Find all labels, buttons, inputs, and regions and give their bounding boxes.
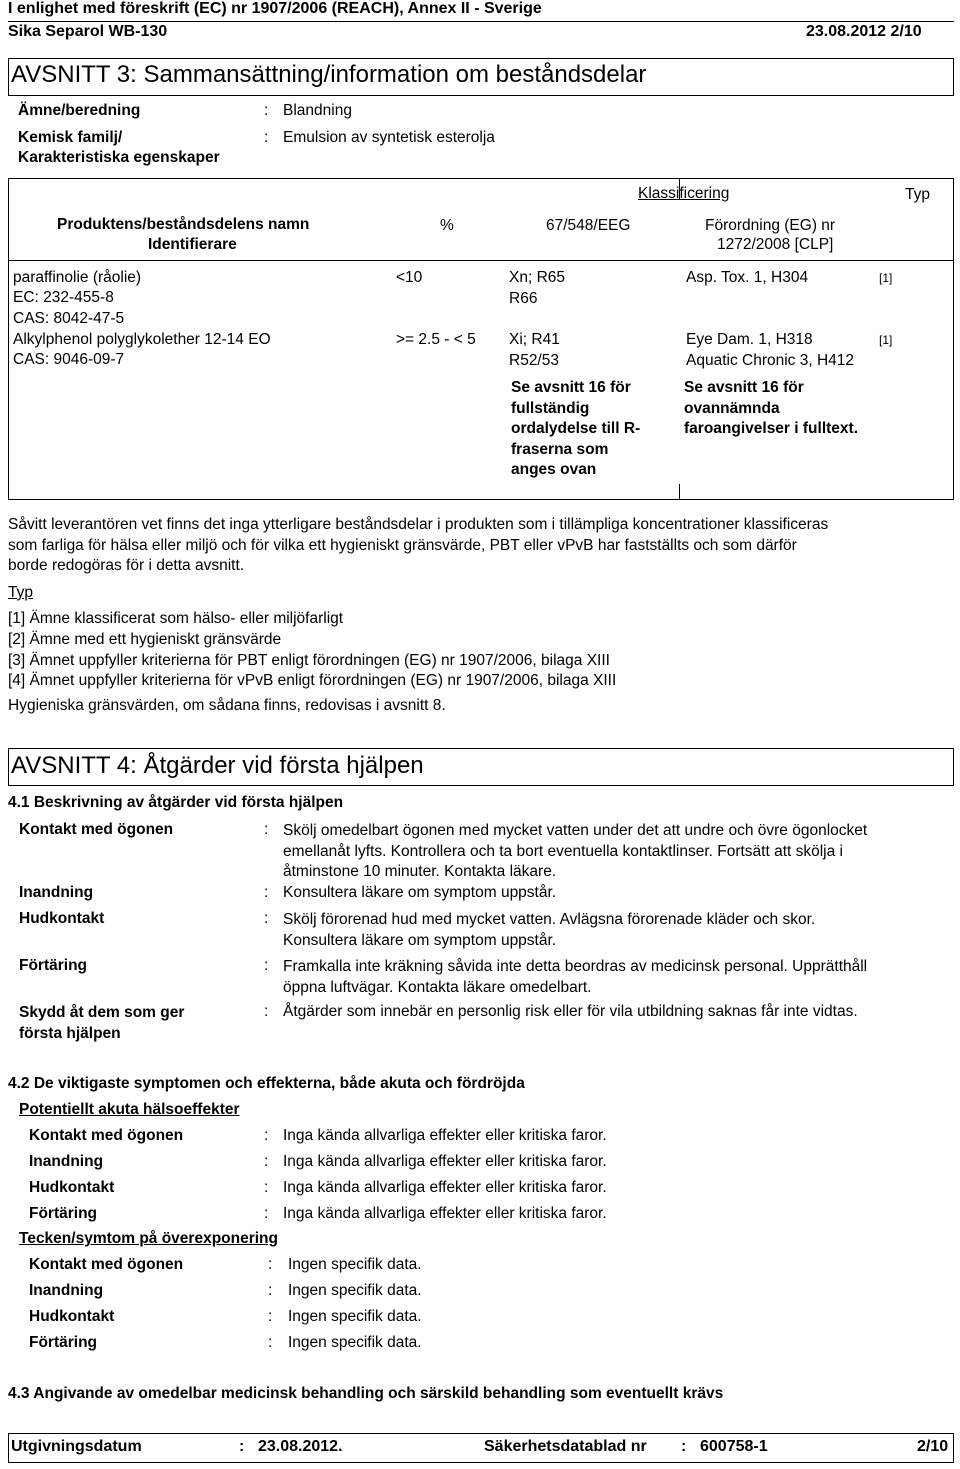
klass-header: Klassificering xyxy=(638,185,730,202)
eec-note-line: anges ovan xyxy=(511,461,597,478)
typ-legend-item: [2] Ämne med ett hygieniskt gränsvärde xyxy=(8,630,282,648)
footer-box xyxy=(8,1433,954,1463)
identifier-header: Identifierare xyxy=(148,236,237,253)
acute-colon: : xyxy=(264,1153,269,1170)
acute-effects-title: Potentiellt akuta hälsoeffekter xyxy=(19,1101,240,1118)
subsection-4-2: 4.2 De viktigaste symptomen och effekterna, både akuta och fördröjda xyxy=(8,1075,525,1092)
acute-label: Hudkontakt xyxy=(29,1179,115,1196)
typ-legend-list xyxy=(8,609,616,692)
family-label-line1: Kemisk familj/ xyxy=(18,129,123,146)
measure-label-first-aider: Skydd åt dem som ger första hjälpen xyxy=(19,1004,185,1042)
measure-label-ingestion: Förtäring xyxy=(19,957,88,974)
acute-label: Kontakt med ögonen xyxy=(29,1127,184,1144)
ingredient-cas: CAS: 8042-47-5 xyxy=(13,310,125,327)
measure-colon: : xyxy=(264,910,269,927)
measure-line: emellanåt lyfts. Kontrollera och ta bort eventuella kontaktlinser. Fortsätt att skölja i xyxy=(283,842,843,860)
pct-header: % xyxy=(440,217,454,234)
ingredient-eec-1: Xi; R41 xyxy=(509,331,560,348)
ingredient-name: paraffinolie (råolie) xyxy=(13,269,142,286)
substance-colon: : xyxy=(264,102,269,119)
clp-header-line2: 1272/2008 [CLP] xyxy=(717,236,834,253)
acute-value: Inga kända allvarliga effekter eller kritiska faror. xyxy=(283,1127,607,1144)
measure-value-skin xyxy=(283,910,815,951)
footer-colon: : xyxy=(239,1438,245,1455)
measure-value-inhalation: Konsultera läkare om symptom uppstår. xyxy=(283,884,557,901)
measure-colon: : xyxy=(264,1003,269,1020)
ingredient-typ: [1] xyxy=(879,271,893,285)
sign-colon: : xyxy=(268,1334,273,1351)
eec-note-line: ordalydelse till R- xyxy=(511,420,641,437)
acute-value: Inga kända allvarliga effekter eller kritiska faror. xyxy=(283,1153,607,1170)
paragraph-line: som farliga för hälsa eller miljö och för vilka ett hygieniskt gränsvärde, PBT eller vPvB har fastställts och som därför xyxy=(8,536,797,554)
clp-note-line: Se avsnitt 16 för xyxy=(684,379,804,396)
family-value: Emulsion av syntetisk esterolja xyxy=(283,129,495,146)
measure-colon: : xyxy=(264,884,269,901)
product-name: Sika Separol WB-130 xyxy=(8,23,168,40)
ingredient-clp-1: Eye Dam. 1, H318 xyxy=(686,331,813,348)
measure-line: Skölj omedelbart ögonen med mycket vatten under det att undre och övre ögonlocket xyxy=(283,822,868,839)
eec-header: 67/548/EEG xyxy=(546,217,631,234)
measure-line: Skölj förorenad hud med mycket vatten. Avlägsna förorenade kläder och skor. xyxy=(283,911,816,928)
name-header: Produktens/beståndsdelens namn xyxy=(57,216,310,233)
typ-legend-item: [4] Ämnet uppfyller kriterierna för vPvB enligt förordningen (EG) nr 1907/2006, bilaga XIII xyxy=(8,672,617,690)
sds-number-label: Säkerhetsdatablad nr xyxy=(484,1438,647,1455)
sign-colon: : xyxy=(268,1256,273,1273)
measure-colon: : xyxy=(264,821,269,838)
additional-ingredients-paragraph xyxy=(8,515,828,577)
ingredient-typ: [1] xyxy=(879,333,893,347)
measure-line: åtminstone 10 minuter. Kontakta läkare. xyxy=(283,863,557,880)
footer-colon: : xyxy=(681,1438,687,1455)
measure-line: öppna luftvägar. Kontakta läkare omedelbart. xyxy=(283,978,592,996)
hygiene-limits-note: Hygieniska gränsvärden, om sådana finns, redovisas i avsnitt 8. xyxy=(8,697,446,714)
document-regulation-title: I enlighet med föreskrift (EC) nr 1907/2006 (REACH), Annex II - Sverige xyxy=(8,0,542,17)
family-label-line2: Karakteristiska egenskaper xyxy=(18,149,220,166)
measure-value-ingestion xyxy=(283,957,867,998)
section3-title: AVSNITT 3: Sammansättning/information om beståndsdelar xyxy=(11,61,647,88)
header-date-page: 23.08.2012 2/10 xyxy=(806,23,922,40)
acute-value: Inga kända allvarliga effekter eller kritiska faror. xyxy=(283,1205,607,1222)
ingredient-percent: >= 2.5 - < 5 xyxy=(396,331,476,348)
sign-label: Inandning xyxy=(29,1282,104,1299)
substance-value: Blandning xyxy=(283,102,352,119)
sign-value: Ingen specifik data. xyxy=(288,1256,422,1273)
measure-colon: : xyxy=(264,957,269,974)
eec-note-line: Se avsnitt 16 för xyxy=(511,379,631,396)
sign-value: Ingen specifik data. xyxy=(288,1308,422,1325)
typ-legend-label: Typ xyxy=(8,584,33,601)
eec-note-line: fullständig xyxy=(511,399,590,417)
issue-date-label: Utgivningsdatum xyxy=(11,1438,142,1455)
acute-colon: : xyxy=(264,1205,269,1222)
table-header-rule xyxy=(8,260,954,261)
typ-header: Typ xyxy=(905,186,930,203)
sign-label: Förtäring xyxy=(29,1334,98,1351)
footer-page-number: 2/10 xyxy=(917,1438,949,1455)
issue-date-value: 23.08.2012. xyxy=(258,1438,343,1455)
measure-label-eyes: Kontakt med ögonen xyxy=(19,821,174,838)
acute-value: Inga kända allvarliga effekter eller kritiska faror. xyxy=(283,1179,607,1196)
subsection-4-1: 4.1 Beskrivning av åtgärder vid första hjälpen xyxy=(8,794,344,811)
ingredient-ec: EC: 232-455-8 xyxy=(13,289,114,306)
sds-number-value: 600758-1 xyxy=(700,1438,768,1455)
table-bottom-divider xyxy=(679,484,680,500)
family-colon: : xyxy=(264,129,269,146)
clp-note-line: faroangivelser i fulltext. xyxy=(684,420,858,437)
measure-value-eyes xyxy=(283,821,867,883)
eec-note-line: fraserna som xyxy=(511,440,609,458)
subsection-4-3: 4.3 Angivande av omedelbar medicinsk behandling och särskild behandling som eventuellt krävs xyxy=(8,1385,724,1402)
sign-colon: : xyxy=(268,1308,273,1325)
clp-header-line1: Förordning (EG) nr xyxy=(705,217,836,234)
typ-legend-item: [3] Ämnet uppfyller kriterierna för PBT enligt förordningen (EG) nr 1907/2006, bilaga XIII xyxy=(8,651,610,669)
clp-note xyxy=(684,378,858,440)
sign-colon: : xyxy=(268,1282,273,1299)
acute-label: Inandning xyxy=(29,1153,104,1170)
ingredient-eec-1: Xn; R65 xyxy=(509,269,566,286)
ingredient-name: Alkylphenol polyglykolether 12-14 EO xyxy=(13,331,271,348)
signs-title: Tecken/symtom på överexponering xyxy=(19,1230,278,1247)
paragraph-line: Såvitt leverantören vet finns det inga ytterligare beståndsdelar i produkten som i tillämpliga koncentrationer klassificeras xyxy=(8,516,829,533)
measure-value-first-aider: Åtgärder som innebär en personlig risk eller för vila utbildning saknas får inte vidtas. xyxy=(283,1003,858,1020)
measure-line: Konsultera läkare om symptom uppstår. xyxy=(283,931,557,949)
measure-label-inhalation: Inandning xyxy=(19,884,94,901)
header-rule xyxy=(8,21,954,22)
paragraph-line: borde redogöras för i detta avsnitt. xyxy=(8,557,245,574)
ingredient-eec-2: R52/53 xyxy=(509,352,559,369)
substance-label: Ämne/beredning xyxy=(18,102,141,119)
sign-label: Kontakt med ögonen xyxy=(29,1256,184,1273)
ingredient-percent: <10 xyxy=(396,269,423,286)
sign-value: Ingen specifik data. xyxy=(288,1282,422,1299)
measure-line: Framkalla inte kräkning såvida inte detta beordras av medicinsk personal. Upprätthåll xyxy=(283,958,868,975)
ingredient-clp-2: Aquatic Chronic 3, H412 xyxy=(686,352,855,369)
section4-title: AVSNITT 4: Åtgärder vid första hjälpen xyxy=(11,752,424,779)
ingredient-eec-2: R66 xyxy=(509,290,538,307)
measure-label-skin: Hudkontakt xyxy=(19,910,105,927)
acute-label: Förtäring xyxy=(29,1205,98,1222)
acute-colon: : xyxy=(264,1127,269,1144)
sign-value: Ingen specifik data. xyxy=(288,1334,422,1351)
sign-label: Hudkontakt xyxy=(29,1308,115,1325)
typ-legend-item: [1] Ämne klassificerat som hälso- eller miljöfarligt xyxy=(8,610,344,627)
eec-note xyxy=(511,378,640,481)
acute-colon: : xyxy=(264,1179,269,1196)
ingredient-cas: CAS: 9046-09-7 xyxy=(13,351,125,368)
clp-note-line: ovannämnda xyxy=(684,399,780,417)
ingredient-clp-1: Asp. Tox. 1, H304 xyxy=(686,269,809,286)
